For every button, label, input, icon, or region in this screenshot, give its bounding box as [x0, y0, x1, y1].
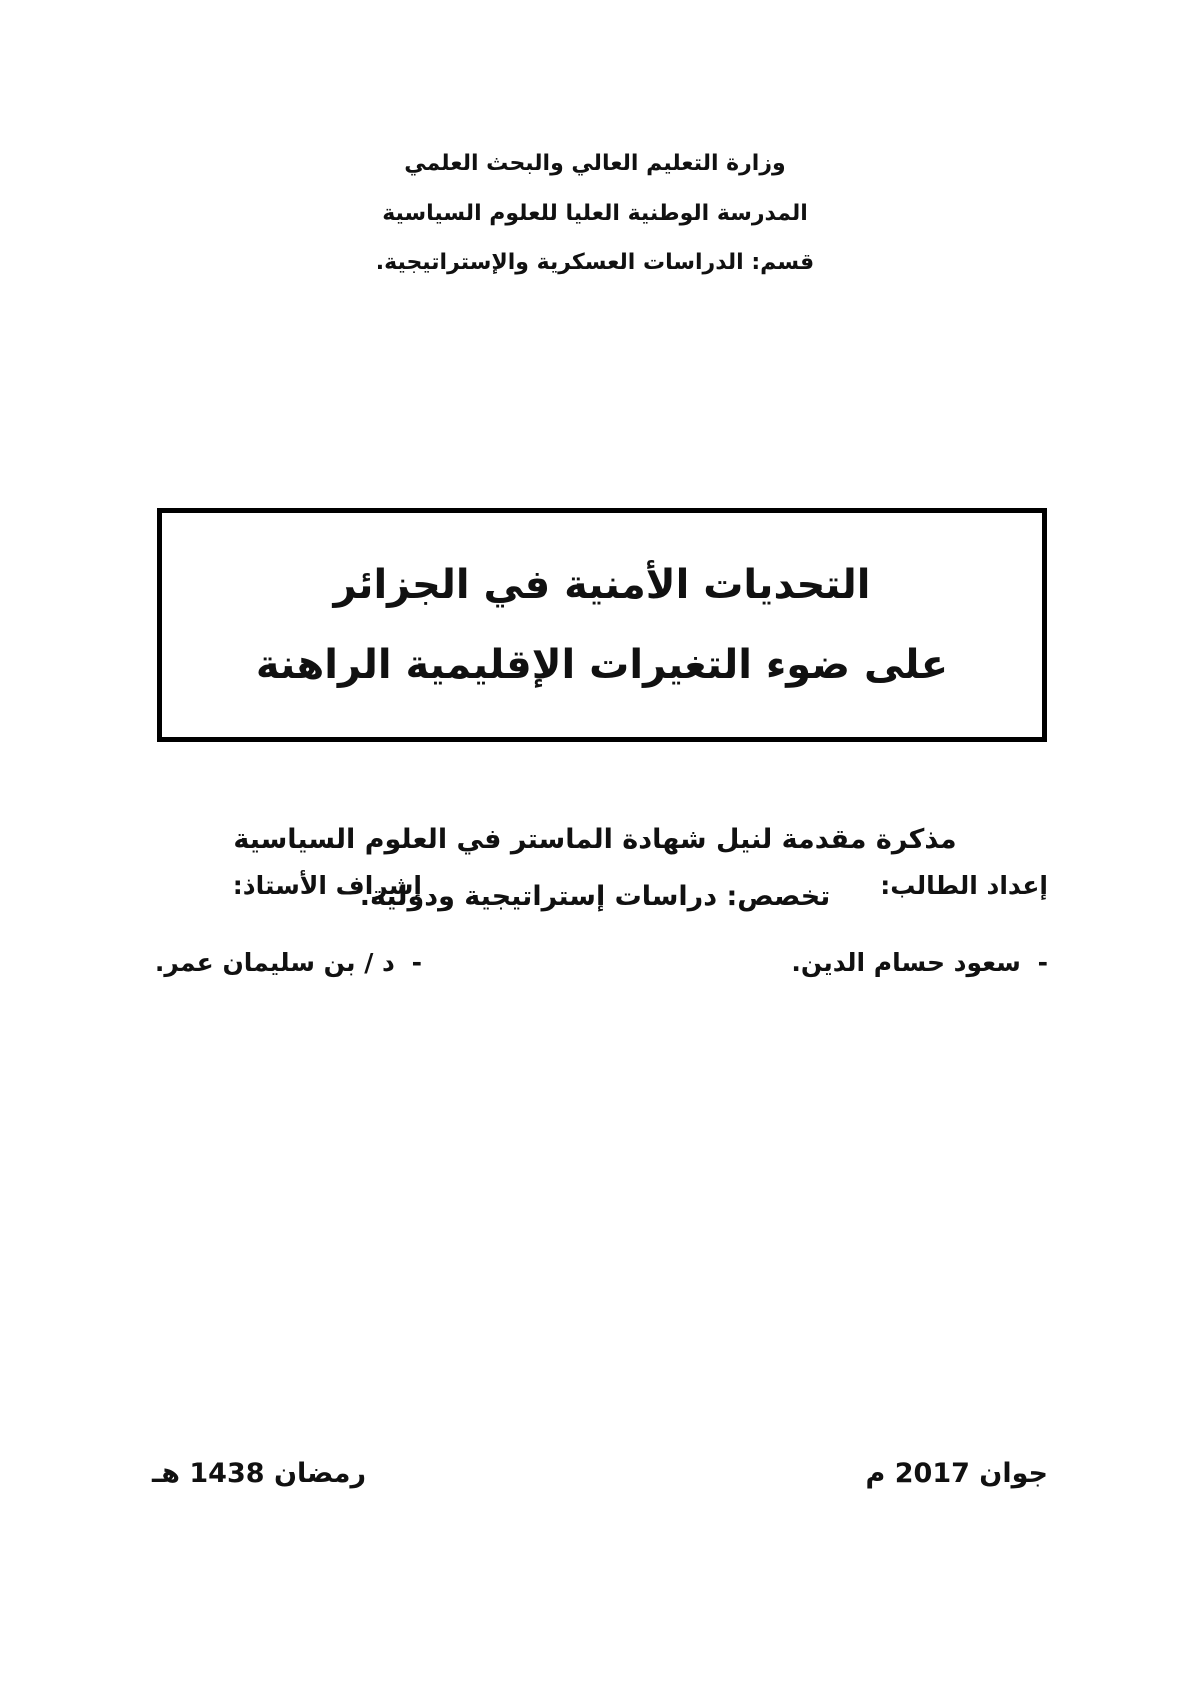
- supervisor-name: د / بن سليمان عمر.: [154, 947, 395, 977]
- list-dash: -: [1037, 947, 1048, 977]
- thesis-title-box: [157, 508, 1047, 742]
- institution-header: [0, 150, 1190, 299]
- thesis-title-line-2: على ضوء التغيرات الإقليمية الراهنة: [255, 642, 949, 688]
- thesis-specialty: تخصص: دراسات إستراتيجية ودولية.: [359, 881, 831, 913]
- student-name-row: [791, 947, 1048, 980]
- hijri-date: رمضان 1438 هـ: [152, 1458, 366, 1489]
- thesis-purpose: مذكرة مقدمة لنيل شهادة الماستر في العلوم السياسية: [233, 824, 957, 855]
- supervisor-label: إشراف الأستاذ:: [232, 871, 422, 900]
- student-label: إعداد الطالب:: [880, 871, 1048, 900]
- supervisor-column: [155, 870, 422, 979]
- thesis-title-line-1: التحديات الأمنية في الجزائر: [333, 562, 871, 608]
- gregorian-date: جوان 2017 م: [865, 1458, 1048, 1489]
- ministry-name: وزارة التعليم العالي والبحث العلمي: [404, 151, 786, 176]
- school-name: المدرسة الوطنية العليا للعلوم السياسية: [382, 200, 808, 226]
- student-column: [791, 870, 1048, 979]
- student-name: سعود حسام الدين.: [791, 947, 1021, 977]
- department-name: قسم: الدراسات العسكرية والإستراتيجية.: [375, 250, 815, 276]
- supervisor-name-row: [155, 947, 422, 980]
- list-dash: -: [411, 947, 422, 977]
